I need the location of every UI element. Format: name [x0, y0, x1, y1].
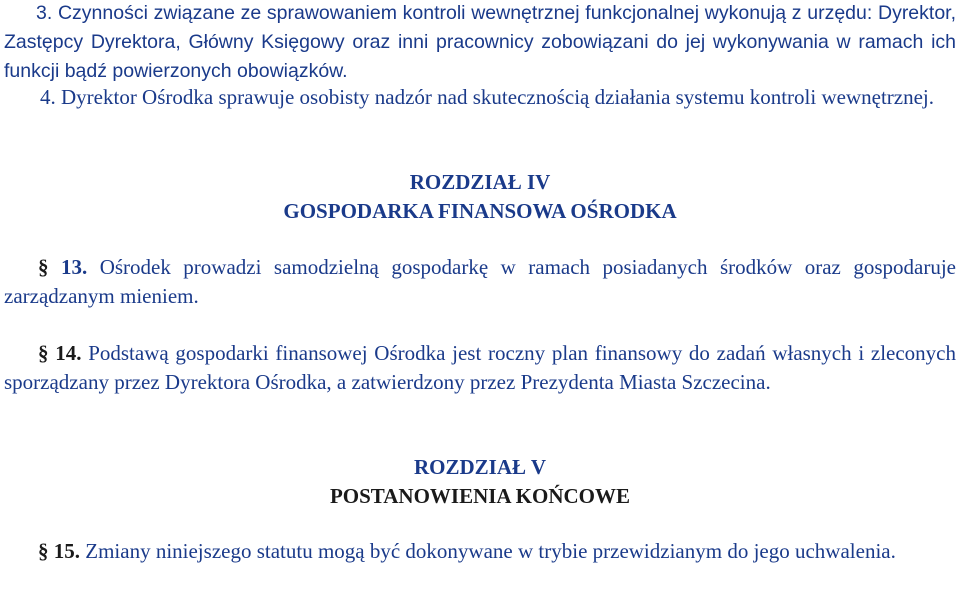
section-13-number: 13.	[60, 255, 88, 279]
item-3-number: 3.	[36, 2, 53, 24]
section-sign-icon: §	[38, 255, 49, 279]
chapter-5-subtitle: POSTANOWIENIA KOŃCOWE	[329, 484, 631, 508]
section-13	[4, 253, 956, 311]
section-sign-icon: §	[38, 539, 49, 563]
section-13-text: Ośrodek prowadzi samodzielną gospodarkę w ramach posiadanych środków oraz gospodaruje zarządzanym mieniem.	[4, 255, 956, 308]
item-4-number: 4.	[40, 85, 56, 109]
chapter-5-title: ROZDZIAŁ V	[413, 455, 547, 479]
section-14-number: 14.	[55, 341, 82, 365]
chapter-4-title: ROZDZIAŁ IV	[409, 170, 551, 194]
section-15	[4, 537, 956, 566]
section-14	[4, 339, 956, 397]
item-4	[4, 83, 956, 112]
section-15-text: Zmiany niniejszego statutu mogą być dokonywane w trybie przewidzianym do jego uchwalenia.	[85, 539, 896, 563]
section-14-text: Podstawą gospodarki finansowej Ośrodka jest roczny plan finansowy do zadań własnych i zleconych sporządzany przez Dyrektora Ośrodka, a zatwierdzony przez Prezydenta Miasta Szczecina.	[4, 341, 957, 394]
item-3-text: Czynności związane ze sprawowaniem kontroli wewnętrznej funkcjonalnej wykonują z urzędu: Dyrektor, Zastępcy Dyrektora, Główny Księgowy oraz inni pracownicy zobowiązani do jej wykonywania w ramach ich funkcji bądź powierzonych obowiązków.	[4, 2, 957, 82]
section-sign-icon: §	[38, 341, 49, 365]
item-3	[4, 0, 956, 86]
section-15-number: 15.	[53, 539, 80, 563]
chapter-4-subtitle: GOSPODARKA FINANSOWA OŚRODKA	[283, 199, 677, 223]
item-4-text: Dyrektor Ośrodka sprawuje osobisty nadzór nad skutecznością działania systemu kontroli wewnętrznej.	[61, 85, 934, 109]
